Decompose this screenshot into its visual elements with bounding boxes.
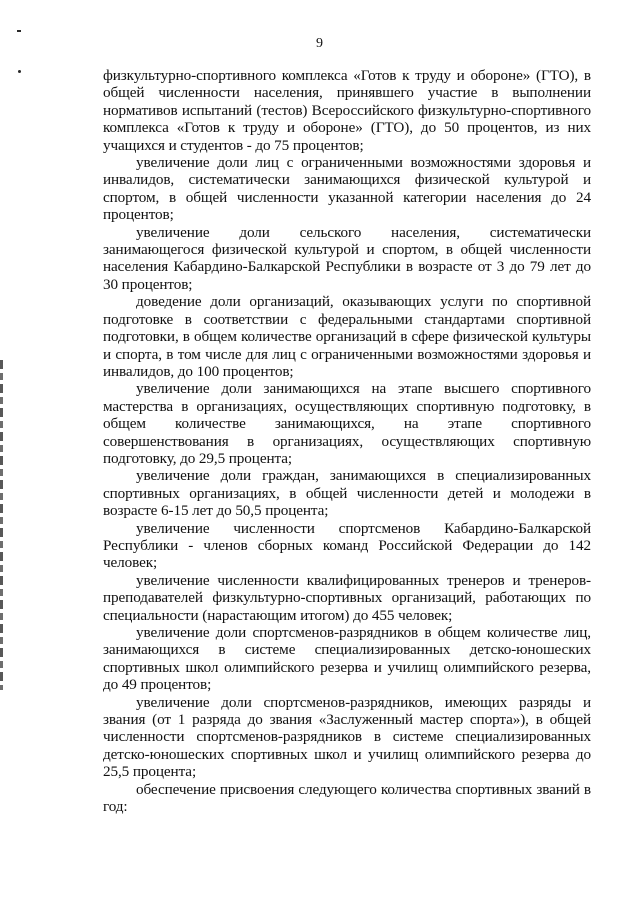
scan-edge-artifact — [0, 360, 3, 690]
paragraph-qualified-coaches: увеличение численности квалифицированных тренеров и тренеров-преподавателей физкультурно-спортивных организаций, работающих по специальности (нарастающим итогом) до 455 человек; — [103, 571, 591, 624]
paragraph-national-team-members: увеличение численности спортсменов Кабардино-Балкарской Республики - членов сборных команд Российской Федерации до 142 человек; — [103, 519, 591, 572]
page-number: 9 — [316, 36, 323, 51]
paragraph-rural-population-share: увеличение доли сельского населения, систематически занимающегося физической культурой и спортом, в общей численности населения Кабардино-Балкарской Республики в возрасте от 3 до 79 лет до 30 процентов; — [103, 223, 591, 293]
paragraph-specialized-organizations: увеличение доли граждан, занимающихся в специализированных спортивных организациях, в общей численности детей и молодежи в возрасте 6-15 лет до 50,5 процента; — [103, 467, 591, 520]
document-body — [103, 67, 591, 815]
scan-artifact — [17, 30, 21, 32]
paragraph-disabled-sport-share: увеличение доли лиц с ограниченными возможностями здоровья и инвалидов, систематически занимающихся физической культурой и спортом, в общей численности указанной категории населения до 24 процентов; — [103, 154, 591, 224]
paragraph-sport-titles-per-year: обеспечение присвоения следующего количества спортивных званий в год: — [103, 780, 591, 816]
paragraph-organizations-standards: доведение доли организаций, оказывающих услуги по спортивной подготовке в соответствии с федеральными стандартами спортивной подготовки, в общем количестве организаций в сфере физической культуры и спорта, в том числе для лиц с ограниченными возможностями здоровья и инвалидов, до 100 процентов; — [103, 293, 591, 380]
scan-artifact — [18, 70, 21, 73]
paragraph-gto-participation: физкультурно-спортивного комплекса «Готов к труду и обороне» (ГТО), в общей численности населения, принявшего участие в выполнении нормативов испытаний (тестов) Всероссийского физкультурно-спортивного комплекса «Готов к труду и обороне» (ГТО), до 50 процентов, из них учащихся и студентов - до 75 процентов; — [103, 67, 591, 154]
paragraph-ranked-athletes-share: увеличение доли спортсменов-разрядников в общем количестве лиц, занимающихся в системе специализированных детско-юношеских спортивных школ олимпийского резерва и училищ олимпийского резерва, до 49 процентов; — [103, 624, 591, 694]
paragraph-titled-athletes-share: увеличение доли спортсменов-разрядников, имеющих разряды и звания (от 1 разряда до звания «Заслуженный мастер спорта»), в общей численности спортсменов-разрядников в системе специализированных детско-юношеских спортивных школ и училищ олимпийского резерва до 25,5 процента; — [103, 693, 591, 781]
paragraph-high-mastery-share: увеличение доли занимающихся на этапе высшего спортивного мастерства в организациях, осуществляющих спортивную подготовку, в общем количестве занимающихся, на этапе спортивного совершенствования в организациях, осуществляющих спортивную подготовку, до 29,5 процента; — [103, 380, 591, 467]
